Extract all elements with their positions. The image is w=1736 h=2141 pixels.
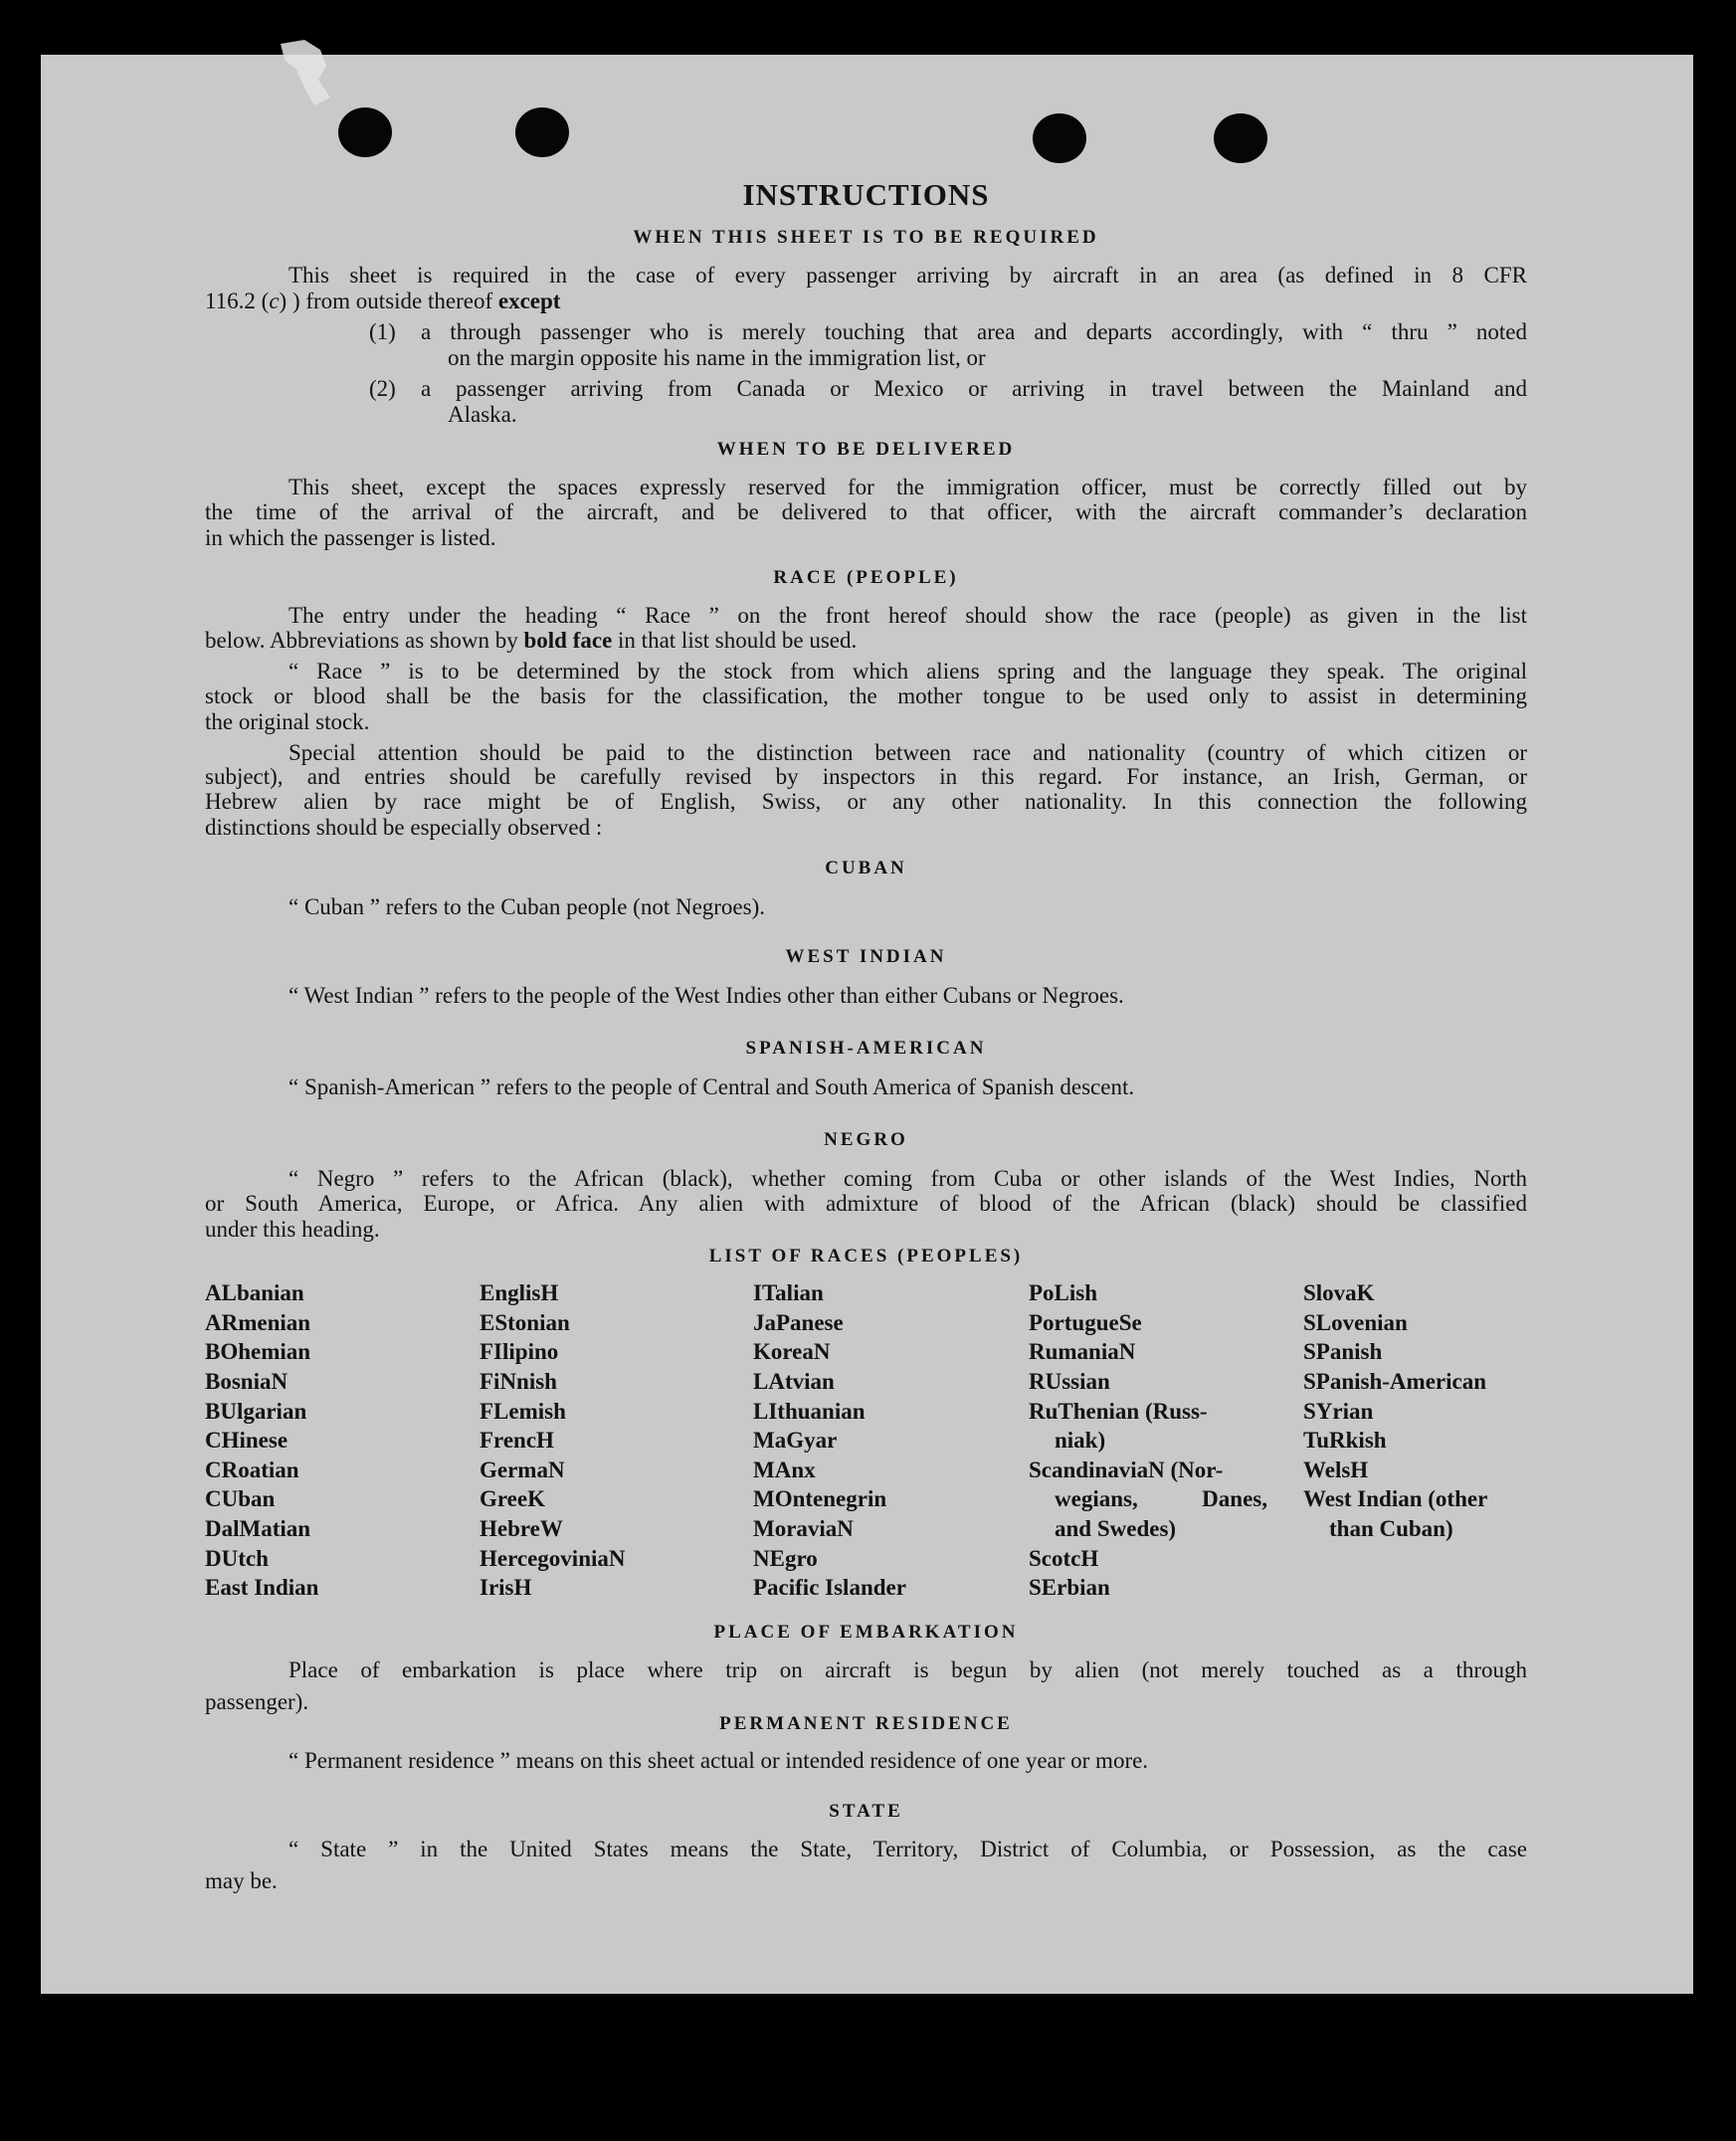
embarkation-line-2: passenger). xyxy=(205,1689,309,1714)
heading-when-delivered: WHEN TO BE DELIVERED xyxy=(716,439,1016,460)
race-column-5 xyxy=(1303,1278,1542,1544)
heading-spanish-american: SPANISH-AMERICAN xyxy=(745,1038,987,1059)
race-entry-continuation: than Cuban) xyxy=(1329,1516,1453,1542)
race-p1-line-2-post: in that list should be used. xyxy=(612,628,858,653)
race-entry: BUlgarian xyxy=(205,1398,307,1424)
spanish-american-text: “ Spanish-American ” refers to the people of Central and South America of Spanish descent. xyxy=(289,1074,1135,1099)
race-entry: ITalian xyxy=(753,1280,824,1305)
delivered-line-3: in which the passenger is listed. xyxy=(205,525,496,550)
race-column-2 xyxy=(480,1278,748,1603)
race-entry: FiNnish xyxy=(480,1368,557,1394)
race-entry: HebreW xyxy=(480,1516,563,1542)
race-p2-line-2: stock or blood shall be the basis for the classification, the mother tongue to be used only to assist in determining xyxy=(205,683,1527,708)
race-entry: EStonian xyxy=(480,1309,570,1335)
race-entry: EnglisH xyxy=(480,1280,559,1305)
embarkation-line-1: Place of embarkation is place where trip on aircraft is begun by alien (not merely touched as a through xyxy=(289,1657,1527,1682)
race-entry: Pacific Islander xyxy=(753,1575,906,1601)
race-entry: PortugueSe xyxy=(1029,1309,1142,1335)
race-entry: HercegoviniaN xyxy=(480,1545,626,1571)
page-title: INSTRUCTIONS xyxy=(742,177,990,212)
negro-line-3: under this heading. xyxy=(205,1217,380,1242)
delivered-line-1: This sheet, except the spaces expressly reserved for the immigration officer, must be correctly filled out by xyxy=(289,475,1527,499)
race-entry: LIthuanian xyxy=(753,1398,866,1424)
paper-tear xyxy=(275,40,354,109)
race-entry: MAnx xyxy=(753,1457,816,1482)
item-1-line-1: a through passenger who is merely touching that area and departs accordingly, with “ thru ” noted xyxy=(421,319,1527,344)
race-entry: CRoatian xyxy=(205,1457,299,1482)
race-entry: BosniaN xyxy=(205,1368,289,1394)
race-column-4 xyxy=(1029,1278,1267,1603)
state-line-2: may be. xyxy=(205,1868,278,1893)
item-1-line-2: on the margin opposite his name in the immigration list, or xyxy=(448,345,986,370)
item-number-1: (1) xyxy=(369,319,396,344)
race-entry: MOntenegrin xyxy=(753,1486,887,1512)
race-entry: RuThenian (Russ- xyxy=(1029,1398,1208,1424)
punch-hole-4 xyxy=(1214,113,1267,163)
required-line-1: This sheet is required in the case of every passenger arriving by aircraft in an area (as defined in 8 CFR xyxy=(289,263,1527,288)
race-entry: FrencH xyxy=(480,1428,554,1454)
race-entry: DalMatian xyxy=(205,1516,311,1542)
race-entry: East Indian xyxy=(205,1575,319,1601)
required-line-2-italic: c xyxy=(269,289,280,313)
race-entry: ScotcH xyxy=(1029,1545,1099,1571)
heading-place-of-embarkation: PLACE OF EMBARKATION xyxy=(713,1622,1019,1643)
race-entry: SLovenian xyxy=(1303,1309,1408,1335)
race-p1-line-2 xyxy=(205,628,1527,654)
race-entry: CUban xyxy=(205,1486,276,1512)
race-p2-line-1: “ Race ” is to be determined by the stock from which aliens spring and the language they speak. The original xyxy=(289,659,1527,683)
race-entry: CHinese xyxy=(205,1428,289,1454)
race-entry: SYrian xyxy=(1303,1398,1374,1424)
punch-hole-2 xyxy=(515,107,569,157)
required-line-2 xyxy=(205,289,1527,314)
race-entry: LAtvian xyxy=(753,1368,835,1394)
race-entry: DUtch xyxy=(205,1545,269,1571)
race-entry-continuation: wegians, Danes, xyxy=(1055,1486,1267,1512)
heading-state: STATE xyxy=(829,1801,903,1822)
race-entry: KoreaN xyxy=(753,1339,831,1365)
race-entry: GreeK xyxy=(480,1486,545,1512)
race-p3-line-1: Special attention should be paid to the distinction between race and nationality (country of which citizen or xyxy=(289,740,1527,765)
race-entry: FLemish xyxy=(480,1398,566,1424)
race-entry: ALbanian xyxy=(205,1280,304,1305)
heading-negro: NEGRO xyxy=(824,1129,908,1150)
race-entry: RumaniaN xyxy=(1029,1339,1136,1365)
residence-text: “ Permanent residence ” means on this sheet actual or intended residence of one year or more. xyxy=(289,1748,1149,1773)
item-2-line-1: a passenger arriving from Canada or Mexico or arriving in travel between the Mainland and xyxy=(421,376,1527,401)
race-p1-line-1: The entry under the heading “ Race ” on the front hereof should show the race (people) as given in the list xyxy=(289,603,1527,628)
race-entry: MoraviaN xyxy=(753,1516,854,1542)
item-number-2: (2) xyxy=(369,376,396,401)
state-line-1: “ State ” in the United States means the State, Territory, District of Columbia, or Possession, as the case xyxy=(289,1837,1527,1861)
negro-line-1: “ Negro ” refers to the African (black), whether coming from Cuba or other islands of the West Indies, North xyxy=(289,1166,1527,1191)
race-entry: NEgro xyxy=(753,1545,818,1571)
race-p3-line-4: distinctions should be especially observed : xyxy=(205,815,603,840)
race-entry: ARmenian xyxy=(205,1309,311,1335)
required-line-2-pre: 116.2 ( xyxy=(205,289,270,313)
race-entry: RUssian xyxy=(1029,1368,1110,1394)
required-line-2-except: except xyxy=(497,289,561,313)
race-entry: JaPanese xyxy=(753,1309,844,1335)
negro-line-2: or South America, Europe, or Africa. Any alien with admixture of blood of the African (black) should be classified xyxy=(205,1191,1527,1216)
heading-race: RACE (PEOPLE) xyxy=(773,567,959,588)
heading-permanent-residence: PERMANENT RESIDENCE xyxy=(719,1713,1013,1734)
race-entry: FIlipino xyxy=(480,1339,559,1365)
race-entry: BOhemian xyxy=(205,1339,311,1365)
race-entry: MaGyar xyxy=(753,1428,838,1454)
race-p1-line-2-pre: below. Abbreviations as shown by xyxy=(205,628,524,653)
race-entry: GermaN xyxy=(480,1457,565,1482)
race-entry: West Indian (other xyxy=(1303,1486,1488,1512)
race-entry: SPanish-American xyxy=(1303,1368,1486,1394)
item-2-line-2: Alaska. xyxy=(448,402,517,427)
delivered-line-2: the time of the arrival of the aircraft, and be delivered to that officer, with the aircraft commander’s declaration xyxy=(205,499,1527,524)
race-p1-bold-face: bold face xyxy=(523,628,613,653)
race-entry-continuation: niak) xyxy=(1055,1428,1106,1454)
race-p3-line-2: subject), and entries should be carefully revised by inspectors in this regard. For instance, an Irish, German, or xyxy=(205,764,1527,789)
race-p2-line-3: the original stock. xyxy=(205,709,370,734)
race-entry: IrisH xyxy=(480,1575,532,1601)
race-entry: TuRkish xyxy=(1303,1428,1387,1454)
punch-hole-3 xyxy=(1033,113,1086,163)
race-entry: ScandinaviaN (Nor- xyxy=(1029,1457,1224,1482)
race-entry: SlovaK xyxy=(1303,1280,1375,1305)
race-entry: PoLish xyxy=(1029,1280,1098,1305)
race-entry: SPanish xyxy=(1303,1339,1383,1365)
race-entry: SErbian xyxy=(1029,1575,1110,1601)
race-p3-line-3: Hebrew alien by race might be of English, Swiss, or any other nationality. In this connection the following xyxy=(205,789,1527,814)
west-indian-text: “ West Indian ” refers to the people of the West Indies other than either Cubans or Negroes. xyxy=(289,983,1124,1008)
race-column-1 xyxy=(205,1278,474,1603)
punch-hole-1 xyxy=(338,107,392,157)
heading-cuban: CUBAN xyxy=(825,858,907,878)
race-entry: WelsH xyxy=(1303,1457,1369,1482)
race-column-3 xyxy=(753,1278,1022,1603)
race-entry-continuation: and Swedes) xyxy=(1055,1516,1177,1542)
heading-when-required: WHEN THIS SHEET IS TO BE REQUIRED xyxy=(633,227,1099,248)
required-line-2-mid: ) ) from outside thereof xyxy=(279,289,498,313)
cuban-text: “ Cuban ” refers to the Cuban people (not Negroes). xyxy=(289,894,766,919)
heading-west-indian: WEST INDIAN xyxy=(785,946,947,967)
heading-list-of-races: LIST OF RACES (PEOPLES) xyxy=(708,1246,1024,1266)
